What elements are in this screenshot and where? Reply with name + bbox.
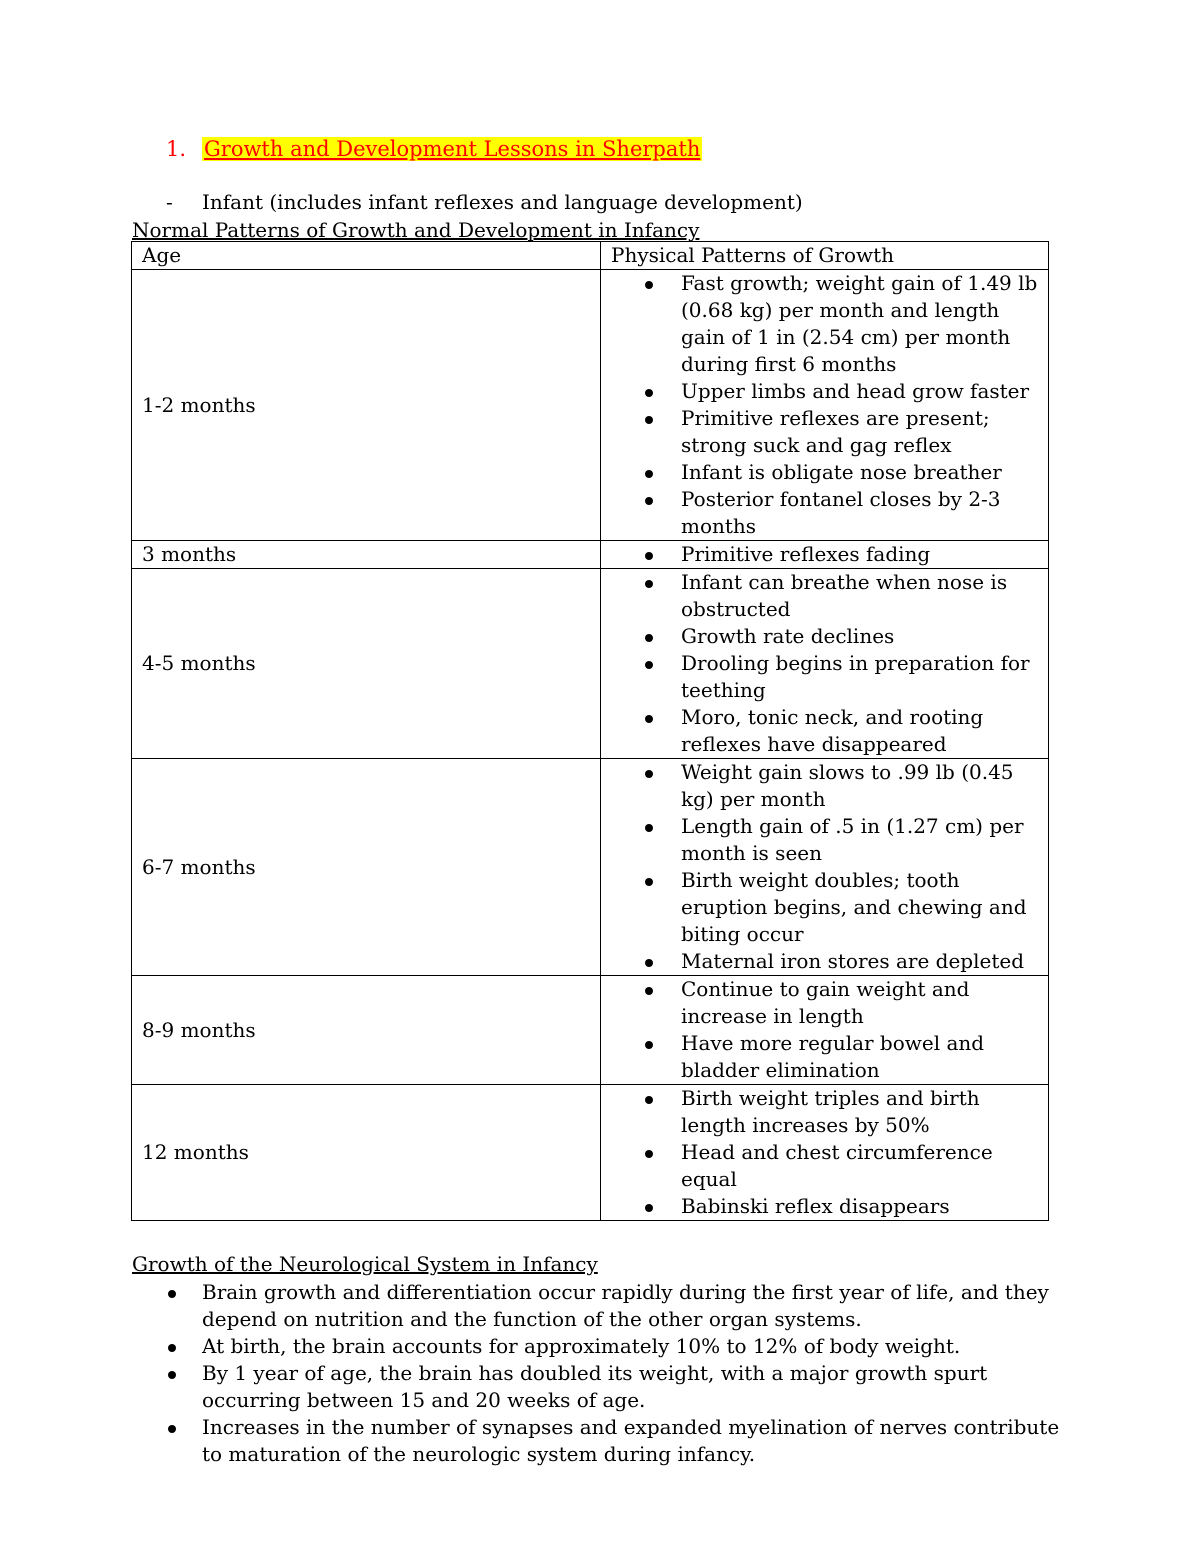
- list-item-text: Continue to gain weight and increase in length: [681, 977, 970, 1028]
- list-item: [601, 459, 1048, 486]
- bullet-icon: [168, 1425, 176, 1433]
- list-item-text: Birth weight doubles; tooth eruption begins, and chewing and biting occur: [681, 868, 1027, 946]
- bullet-icon: [645, 416, 653, 424]
- table-header-row: [132, 242, 1049, 270]
- bullet-icon: [645, 987, 653, 995]
- neuro-section-title: Growth of the Neurological System in Infancy: [132, 1252, 598, 1276]
- neuro-list: [132, 1279, 1082, 1468]
- bullet-icon: [645, 661, 653, 669]
- list-item: [601, 650, 1048, 704]
- list-item: [601, 1193, 1048, 1220]
- growth-bullet-list: [601, 759, 1048, 975]
- bullet-icon: [645, 715, 653, 723]
- list-item: [601, 1030, 1048, 1084]
- list-item-text: Have more regular bowel and bladder elimination: [681, 1031, 985, 1082]
- heading-title: Growth and Development Lessons in Sherpath: [204, 137, 701, 161]
- list-item-text: Moro, tonic neck, and rooting reflexes have disappeared: [681, 705, 984, 756]
- table-row: [132, 270, 1049, 541]
- list-item: [132, 1279, 1082, 1333]
- bullet-icon: [645, 634, 653, 642]
- physical-cell: [601, 569, 1049, 759]
- age-cell: 3 months: [132, 541, 601, 569]
- list-item-text: Length gain of .5 in (1.27 cm) per month is seen: [681, 814, 1024, 865]
- list-item: [601, 378, 1048, 405]
- growth-table: [131, 241, 1049, 1221]
- table-row: [132, 569, 1049, 759]
- list-item-text: Head and chest circumference equal: [681, 1140, 993, 1191]
- list-item: [601, 486, 1048, 540]
- list-item-text: Primitive reflexes are present; strong suck and gag reflex: [681, 406, 990, 457]
- list-item: [601, 569, 1048, 623]
- list-item-text: Infant can breathe when nose is obstructed: [681, 570, 1008, 621]
- bullet-icon: [645, 1096, 653, 1104]
- bullet-icon: [645, 389, 653, 397]
- physical-cell: [601, 759, 1049, 976]
- table-row: [132, 1085, 1049, 1221]
- list-item-text: Growth rate declines: [681, 624, 895, 648]
- subheading: [166, 188, 803, 216]
- growth-bullet-list: [601, 976, 1048, 1084]
- list-item: [601, 270, 1048, 378]
- growth-bullet-list: [601, 541, 1048, 568]
- list-item: [132, 1360, 1082, 1414]
- bullet-icon: [645, 1204, 653, 1212]
- table-row: [132, 759, 1049, 976]
- list-item-text: Brain growth and differentiation occur rapidly during the first year of life, and they depend on nutrition and the function of the other organ systems.: [202, 1280, 1049, 1331]
- list-item: [601, 1139, 1048, 1193]
- bullet-icon: [645, 1041, 653, 1049]
- list-item: [601, 948, 1048, 975]
- list-item: [601, 976, 1048, 1030]
- age-cell: 12 months: [132, 1085, 601, 1221]
- age-cell: 4-5 months: [132, 569, 601, 759]
- bullet-icon: [645, 552, 653, 560]
- list-item-text: Posterior fontanel closes by 2-3 months: [681, 487, 1001, 538]
- list-item-text: At birth, the brain accounts for approximately 10% to 12% of body weight.: [202, 1334, 961, 1358]
- bullet-icon: [645, 1150, 653, 1158]
- physical-cell: [601, 1085, 1049, 1221]
- bullet-icon: [645, 497, 653, 505]
- list-item-text: Birth weight triples and birth length increases by 50%: [681, 1086, 980, 1137]
- list-item-text: Upper limbs and head grow faster: [681, 379, 1030, 403]
- table-row: [132, 976, 1049, 1085]
- list-item-text: Drooling begins in preparation for teething: [681, 651, 1030, 702]
- list-item: [601, 759, 1048, 813]
- bullet-icon: [645, 580, 653, 588]
- list-item-text: Primitive reflexes fading: [681, 542, 931, 566]
- heading-number: 1.: [166, 137, 187, 161]
- list-item-text: Babinski reflex disappears: [681, 1194, 950, 1218]
- list-item: [601, 867, 1048, 948]
- header-age: Age: [132, 242, 601, 270]
- list-item: [132, 1333, 1082, 1360]
- section-heading: [166, 135, 702, 163]
- list-item-text: By 1 year of age, the brain has doubled its weight, with a major growth spurt occurring between 15 and 20 weeks of age.: [202, 1361, 988, 1412]
- header-physical: Physical Patterns of Growth: [601, 242, 1049, 270]
- growth-bullet-list: [601, 569, 1048, 758]
- list-item: [601, 1085, 1048, 1139]
- age-cell: 8-9 months: [132, 976, 601, 1085]
- table-title: Normal Patterns of Growth and Development in Infancy: [132, 218, 700, 242]
- list-item-text: Fast growth; weight gain of 1.49 lb (0.68 kg) per month and length gain of 1 in (2.54 cm) per month during first 6 months: [681, 271, 1038, 376]
- list-item-text: Weight gain slows to .99 lb (0.45 kg) per month: [681, 760, 1014, 811]
- bullet-icon: [168, 1290, 176, 1298]
- list-item: [601, 623, 1048, 650]
- list-item: [132, 1414, 1082, 1468]
- list-item-text: Infant is obligate nose breather: [681, 460, 1002, 484]
- bullet-icon: [168, 1371, 176, 1379]
- bullet-icon: [645, 959, 653, 967]
- list-item-text: Increases in the number of synapses and expanded myelination of nerves contribute to maturation of the neurologic system during infancy.: [202, 1415, 1060, 1466]
- list-item-text: Maternal iron stores are depleted: [681, 949, 1025, 973]
- list-item: [601, 813, 1048, 867]
- growth-bullet-list: [601, 1085, 1048, 1220]
- list-item: [601, 704, 1048, 758]
- table-row: [132, 541, 1049, 569]
- dash-bullet: -: [166, 190, 173, 214]
- subheading-text: Infant (includes infant reflexes and language development): [202, 190, 803, 214]
- age-cell: 1-2 months: [132, 270, 601, 541]
- bullet-icon: [645, 878, 653, 886]
- list-item: [601, 405, 1048, 459]
- bullet-icon: [645, 824, 653, 832]
- age-cell: 6-7 months: [132, 759, 601, 976]
- growth-bullet-list: [601, 270, 1048, 540]
- physical-cell: [601, 976, 1049, 1085]
- bullet-icon: [645, 770, 653, 778]
- bullet-icon: [168, 1344, 176, 1352]
- bullet-icon: [645, 470, 653, 478]
- physical-cell: [601, 541, 1049, 569]
- bullet-icon: [645, 281, 653, 289]
- list-item: [601, 541, 1048, 568]
- physical-cell: [601, 270, 1049, 541]
